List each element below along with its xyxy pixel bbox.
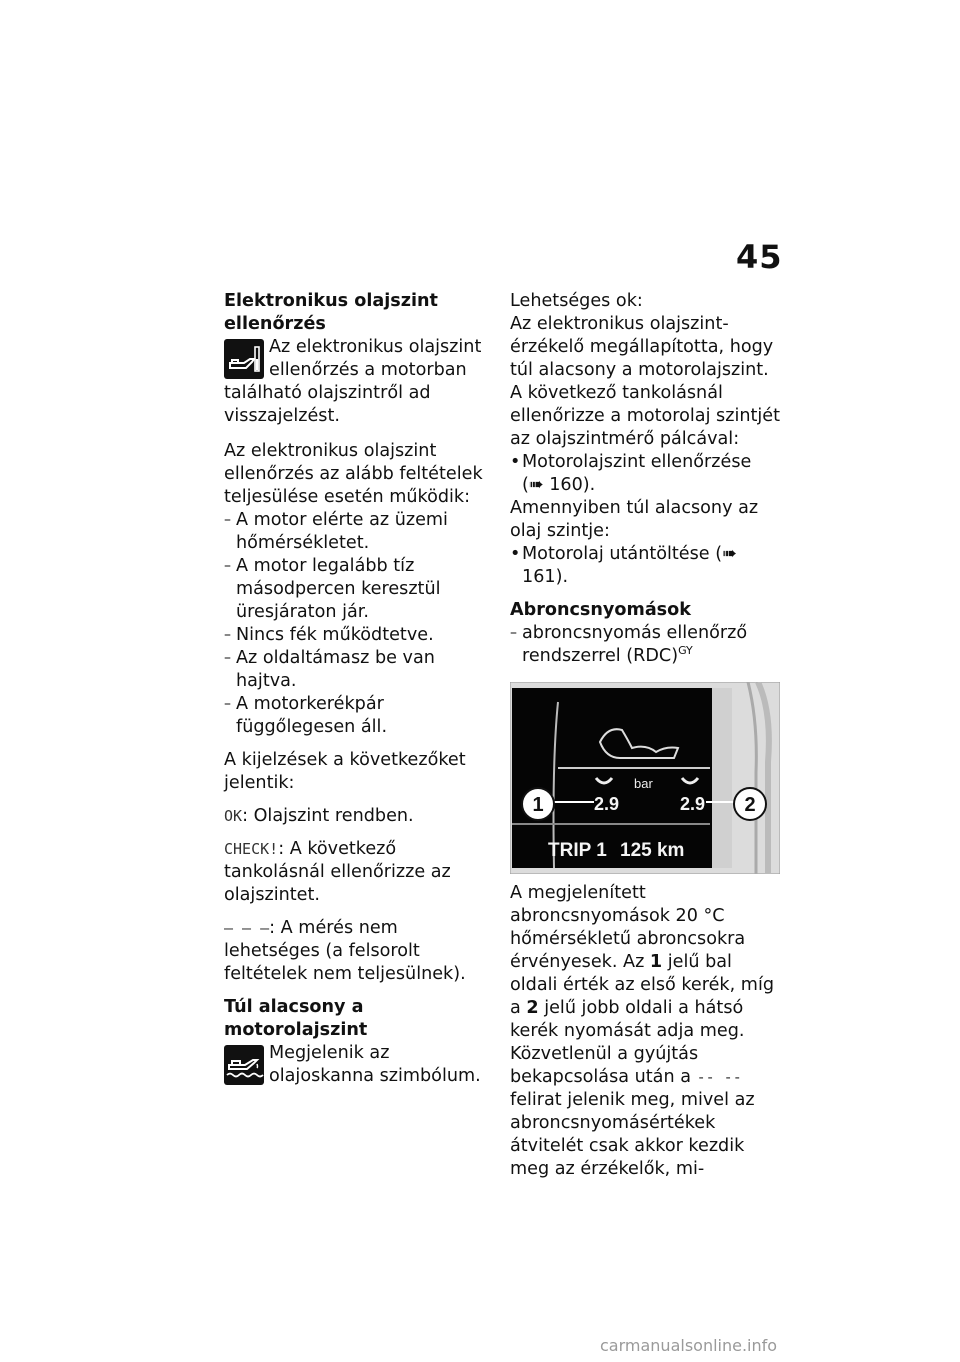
left-column: [224, 290, 494, 1088]
display-meaning-intro: A kijelzések a következőket jelentik:: [224, 750, 466, 793]
front-pressure-value: 2.9: [594, 794, 620, 814]
page-ref-160: (➠ 160).: [522, 475, 596, 495]
list-item: – A motor legalább tíz másodpercen keresztül üresjáraton jár.: [224, 555, 494, 624]
oil-bullet-list-2: [510, 543, 782, 589]
page-number: 45: [736, 238, 783, 276]
callout-2: 2: [744, 794, 756, 816]
conditions-list: [224, 509, 494, 739]
list-item: – A motorkerékpár függőlegesen áll.: [224, 693, 494, 739]
oil-check-intro-block: [224, 336, 494, 428]
check-explanation: CHECK!: A következő tankolásnál ellenőrizze az olajszintet.: [224, 839, 451, 905]
list-item: – Az oldaltámasz be van hajtva.: [224, 647, 494, 693]
callout-1: 1: [532, 794, 544, 816]
right-column: [510, 290, 782, 1181]
possible-cause-label: Lehetséges ok:: [510, 291, 643, 311]
pressure-unit-label: bar: [634, 776, 653, 791]
no-value-code: -- --: [696, 1068, 742, 1086]
list-item: – A motor elérte az üzemi hőmérsékletet.: [224, 509, 494, 555]
trip-label: TRIP 1: [548, 840, 607, 861]
check-code: CHECK!: [224, 840, 279, 858]
oil-can-warning-icon: [224, 1045, 264, 1085]
tyre-pressure-description: A megjelenített abroncsnyomások 20 °C hőmérsékletű abroncsokra érvényesek. Az 1 jelű bal oldali érték az első kerék, míg a 2 jelű jobb oldali a hátsó kerék nyomását adja meg. Közvetlenül a gyújtás bekapcsolása után a -- -- felirat jelenik meg, mivel az abroncsnyomásértékek átvitelét csak akkor kezdik meg az érzékelők, mi-: [510, 883, 775, 1179]
heading-oil-too-low: Túl alacsony a motorolajszint: [224, 997, 368, 1040]
trip-distance: 125 km: [620, 840, 685, 861]
dash-code: – – –: [224, 919, 270, 937]
ok-code: OK: [224, 807, 243, 825]
heading-electronic-oil-check: Elektronikus olajszint ellenőrzés: [224, 291, 438, 334]
oil-too-low-text: Amennyiben túl alacsony az olaj szintje:: [510, 498, 759, 541]
oil-low-block: [224, 1042, 494, 1088]
possible-cause-text: Az elektronikus olajszint-érzékelő megállapította, hogy túl alacsony a motorolajszint. A következő tankolásnál ellenőrizze a motorolaj szintjét az olajszintmérő pálcával:: [510, 314, 780, 449]
oil-check-intro: Az elektronikus olajszint ellenőrzés a motorban található olajszintről ad visszajelzést.: [224, 337, 482, 426]
country-variant-sup: GY: [678, 644, 693, 658]
list-item: • Motorolajszint ellenőrzése (➠ 160).: [510, 451, 782, 497]
rdc-display-figure: [510, 682, 780, 874]
list-item: – Nincs fék működtetve.: [224, 624, 494, 647]
heading-tyre-pressures: Abroncsnyomások: [510, 600, 691, 620]
list-item: – abroncsnyomás ellenőrző rendszerrel (RDC)$^{GY}$: [510, 622, 782, 668]
dash-explanation: – – –: A mérés nem lehetséges (a felsorolt feltételek nem teljesülnek).: [224, 918, 466, 984]
conditions-intro: Az elektronikus olajszint ellenőrzés az alább feltételek teljesülése esetén működik:: [224, 441, 483, 507]
ok-explanation: OK: Olajszint rendben.: [224, 806, 414, 826]
list-item: • Motorolaj utántöltése (➠ 161).: [510, 543, 782, 589]
watermark: carmanualsonline.info: [600, 1336, 778, 1355]
oil-bullet-list-1: [510, 451, 782, 497]
rdc-list: [510, 622, 782, 668]
oil-level-sensor-icon: [224, 339, 264, 379]
oil-low-text: Megjelenik az olajoskanna szimbólum.: [269, 1043, 481, 1086]
rear-pressure-value: 2.9: [680, 794, 706, 814]
